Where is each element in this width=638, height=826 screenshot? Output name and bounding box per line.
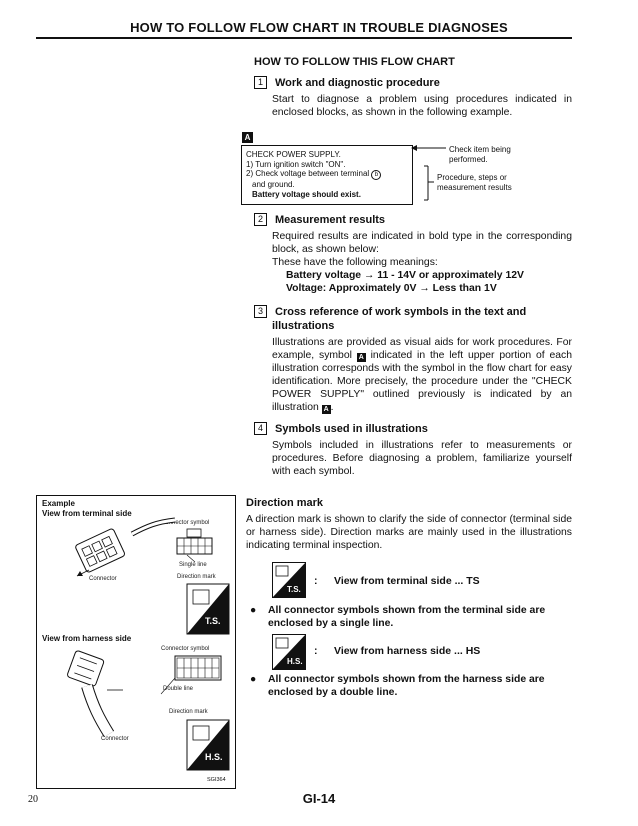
example-line-4: and ground. <box>252 180 295 189</box>
main-title: HOW TO FOLLOW THIS FLOW CHART <box>254 56 455 68</box>
figure-view-terminal-label: View from terminal side <box>42 509 132 518</box>
bullet-ts-text: All connector symbols shown from the terminal side are enclosed by a single line. <box>268 605 546 629</box>
section-2-title: Measurement results <box>275 214 386 226</box>
section-2-meanings-intro: These have the following meanings: <box>272 257 438 268</box>
figure-single-line-label: Single line <box>179 562 207 568</box>
figure-double-line-label: Double line <box>163 686 194 692</box>
section-2-number: 2 <box>254 213 267 226</box>
ts-mark-figure: T.S. <box>205 616 221 626</box>
example-line-2: 1) Turn ignition switch "ON". <box>246 159 346 169</box>
symbol-a-icon: A <box>242 132 253 143</box>
bullet-icon: ● <box>250 674 257 685</box>
hs-colon: : <box>314 645 318 657</box>
hs-mark-label: H.S. <box>287 657 303 666</box>
section-3-title-2: illustrations <box>272 320 335 332</box>
annotation-check-item: Check item being performed. <box>449 145 511 164</box>
figure-direction-mark-1: Direction mark <box>177 574 216 580</box>
example-figure <box>36 495 236 789</box>
section-4-heading <box>254 422 428 435</box>
section-3-number: 3 <box>254 305 267 318</box>
figure-connector-2: Connector <box>101 736 129 742</box>
direction-mark-heading: Direction mark <box>246 497 324 509</box>
section-3-body: Illustrations are provided as visual aids for work procedures. For example, symbol A indicated in the left upper portion of each illustration corresponds with the symbol in the flow chart for easy identification. More precisely, the procedure under the "CHECK POWER SUPPLY" outlined previously is indicated by an illustration A . <box>272 337 572 413</box>
example-line-1: CHECK POWER SUPPLY. <box>246 150 341 159</box>
figure-example-label: Example <box>42 499 75 508</box>
hs-mark-figure: H.S. <box>205 752 223 762</box>
direction-mark-body: A direction mark is shown to clarify the side of connector (terminal side or harness side). Direction marks are mainly used in the illustrations indicating terminal inspection. <box>246 514 572 551</box>
ts-description: View from terminal side ... TS <box>334 575 480 587</box>
section-3-title: Cross reference of work symbols in the text and <box>275 306 527 318</box>
section-2-body: Required results are indicated in bold type in the corresponding block, as shown below: <box>272 231 572 255</box>
section-4-title: Symbols used in illustrations <box>275 423 428 435</box>
ts-colon: : <box>314 575 318 587</box>
example-check-block <box>241 145 413 205</box>
section-3-heading <box>254 305 574 318</box>
page-title: HOW TO FOLLOW FLOW CHART IN TROUBLE DIAGNOSES <box>130 20 508 35</box>
symbol-a-icon: A <box>323 406 329 413</box>
section-2-heading <box>254 213 385 226</box>
bullet-hs-text: All connector symbols shown from the harness side are enclosed by a double line. <box>268 674 545 698</box>
section-1-number: 1 <box>254 76 267 89</box>
section-4-body: Symbols included in illustrations refer to measurements or procedures. Before diagnosing a problem, familiarize yourself with each symbol. <box>272 440 572 477</box>
figure-direction-mark-2: Direction mark <box>169 709 208 715</box>
section-4-number: 4 <box>254 422 267 435</box>
symbol-a-icon: A <box>358 354 364 361</box>
section-2-meaning-2: Voltage: Approximately 0V → Less than 1V <box>286 283 497 294</box>
figure-code: SGI364 <box>207 777 226 783</box>
example-line-3: 2) Check voltage between terminal b <box>246 169 411 180</box>
section-1-heading <box>254 76 440 89</box>
header-rule <box>36 37 572 39</box>
figure-view-harness-label: View from harness side <box>42 634 132 643</box>
bullet-icon: ● <box>250 605 257 616</box>
figure-connector-symbol-2: Connector symbol <box>161 646 210 652</box>
section-1-body: Start to diagnose a problem using procedures indicated in enclosed blocks, as shown in the following example. <box>272 94 572 118</box>
figure-connector-symbol-1: Connector symbol <box>161 520 210 526</box>
annotation-procedure: Procedure, steps or measurement results <box>437 173 512 192</box>
page-number-left: 20 <box>28 794 38 805</box>
figure-connector-1: Connector <box>89 576 117 582</box>
example-line-5: Battery voltage should exist. <box>252 189 361 199</box>
page-code: GI-14 <box>302 791 336 806</box>
hs-description: View from harness side ... HS <box>334 645 481 657</box>
terminal-b-icon: b <box>371 170 381 180</box>
section-2-meaning-1: Battery voltage → 11 - 14V or approximately 12V <box>286 270 524 281</box>
ts-mark-label: T.S. <box>287 585 301 594</box>
section-1-title: Work and diagnostic procedure <box>275 77 440 89</box>
